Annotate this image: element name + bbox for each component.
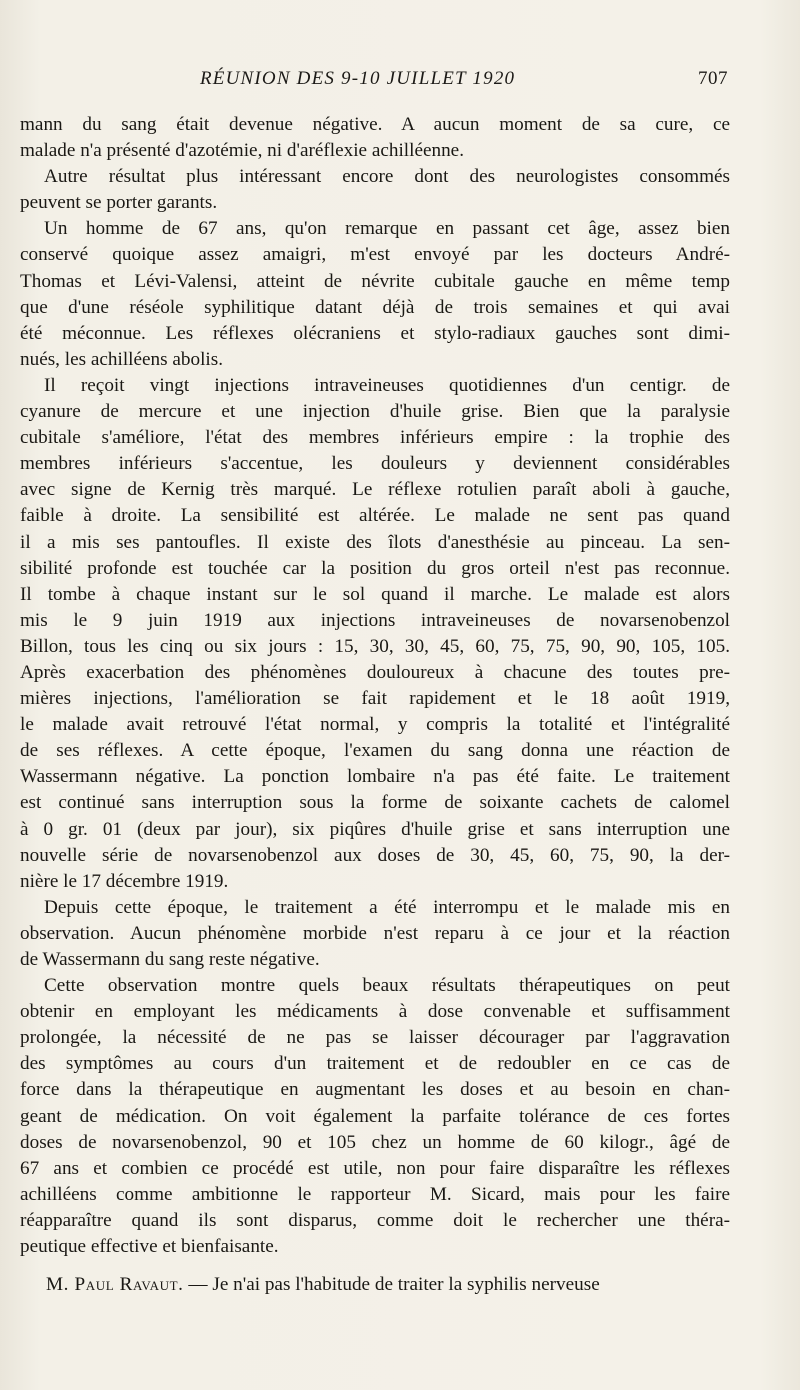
text-line: nués, les achilléens abolis. (20, 348, 224, 370)
text-line: malade n'a présenté d'azotémie, ni d'aréflexie achilléenne. (20, 140, 464, 162)
text-line: est continué sans interruption sous la forme de soixante cachets de calomel (20, 792, 730, 814)
text-line: geant de médication. On voit également la parfaite tolérance de ces fortes (20, 1105, 730, 1127)
text-line: à 0 gr. 01 (deux par jour), six piqûres d'huile grise et sans interruption une (20, 818, 730, 840)
text-line: Wassermann négative. La ponction lombaire n'a pas été faite. Le traitement (20, 766, 730, 788)
text-line: Billon, tous les cinq ou six jours : 15, 30, 30, 45, 60, 75, 75, 90, 90, 105, 105. (20, 635, 730, 657)
text-line: de Wassermann du sang reste négative. (20, 949, 320, 970)
text-line: mann du sang était devenue négative. A aucun moment de sa cure, ce (20, 114, 730, 135)
text-line: force dans la thérapeutique en augmentant les doses et au besoin en chan- (20, 1079, 730, 1101)
text-line: Il reçoit vingt injections intraveineuses quotidiennes d'un centigr. de (44, 374, 730, 396)
speaker-name: M. Paul Ravaut. (46, 1274, 184, 1296)
text-line: que d'une réséole syphilitique datant déjà de trois semaines et qui avai (20, 296, 730, 318)
text-line: cyanure de mercure et une injection d'huile grise. Bien que la paralysie (20, 401, 730, 423)
text-line: Après exacerbation des phénomènes douloureux à chacune des toutes pre- (20, 661, 730, 683)
text-line: faible à droite. La sensibilité est altérée. Le malade ne sent pas quand (20, 505, 730, 527)
text-line: nière le 17 décembre 1919. (20, 870, 229, 892)
page-header (0, 68, 800, 92)
text-line: de ses réflexes. A cette époque, l'examen du sang donna une réaction de (20, 740, 730, 762)
page-number: 707 (698, 68, 728, 89)
text-line: Depuis cette époque, le traitement a été interrompu et le malade mis en (44, 896, 730, 918)
text-line: nouvelle série de novarsenobenzol aux doses de 30, 45, 60, 75, 90, la der- (20, 844, 730, 866)
text-line: observation. Aucun phénomène morbide n'est reparu à ce jour et la réaction (20, 922, 730, 944)
text-line: il a mis ses pantoufles. Il existe des îlots d'anesthésie au pinceau. La sen- (20, 531, 730, 553)
text-line: achilléens comme ambitionne le rapporteur M. Sicard, mais pour les faire (20, 1183, 730, 1205)
text-line: 67 ans et combien ce procédé est utile, non pour faire disparaître les réflexes (20, 1157, 730, 1179)
text-line: avec signe de Kernig très marqué. Le réflexe rotulien paraît aboli à gauche, (20, 479, 730, 501)
text-line: été méconnue. Les réflexes olécraniens et stylo-radiaux gauches sont dimi- (20, 322, 730, 344)
text-line: sibilité profonde est touchée car la position du gros orteil n'est pas reconnue. (20, 557, 730, 579)
text-line: conservé quoique assez amaigri, m'est envoyé par les docteurs André- (20, 244, 730, 266)
text-line: Autre résultat plus intéressant encore dont des neurologistes consommés (44, 166, 730, 188)
text-line: prolongée, la nécessité de ne pas se laisser décourager par l'aggravation (20, 1027, 730, 1049)
text-line: Il tombe à chaque instant sur le sol quand il marche. Le malade est alors (20, 583, 730, 605)
text-line: mières injections, l'amélioration se fait rapidement et le 18 août 1919, (20, 688, 730, 710)
paragraph-gap (20, 1260, 730, 1272)
body-text (20, 112, 730, 1298)
text-line: réapparaître quand ils sont disparus, comme doit le rechercher une théra- (20, 1209, 730, 1231)
running-title: RÉUNION DES 9-10 JUILLET 1920 (200, 68, 516, 89)
text-line: obtenir en employant les médicaments à dose convenable et suffisamment (20, 1001, 730, 1023)
text-line: mis le 9 juin 1919 aux injections intraveineuses de novarsenobenzol (20, 609, 730, 631)
text-line: membres inférieurs s'accentue, les douleurs y deviennent considérables (20, 453, 730, 475)
text-line: des symptômes au cours d'un traitement et de redoubler en ce cas de (20, 1053, 730, 1075)
text-line: peutique effective et bienfaisante. (20, 1236, 279, 1258)
text-line: cubitale s'améliore, l'état des membres inférieurs empire : la trophie des (20, 427, 730, 449)
text-line: doses de novarsenobenzol, 90 et 105 chez un homme de 60 kilogr., âgé de (20, 1131, 730, 1153)
text-line: le malade avait retrouvé l'état normal, y compris la totalité et l'intégralité (20, 714, 730, 736)
speaker-line (20, 1272, 730, 1298)
text-line: Un homme de 67 ans, qu'on remarque en passant cet âge, assez bien (44, 218, 730, 240)
text-line: Thomas et Lévi-Valensi, atteint de névrite cubitale gauche en même temp (20, 270, 730, 292)
text-line: peuvent se porter garants. (20, 192, 218, 214)
text-line: Cette observation montre quels beaux résultats thérapeutiques on peut (44, 975, 730, 997)
speaker-text: — Je n'ai pas l'habitude de traiter la syphilis nerveuse (188, 1274, 600, 1296)
